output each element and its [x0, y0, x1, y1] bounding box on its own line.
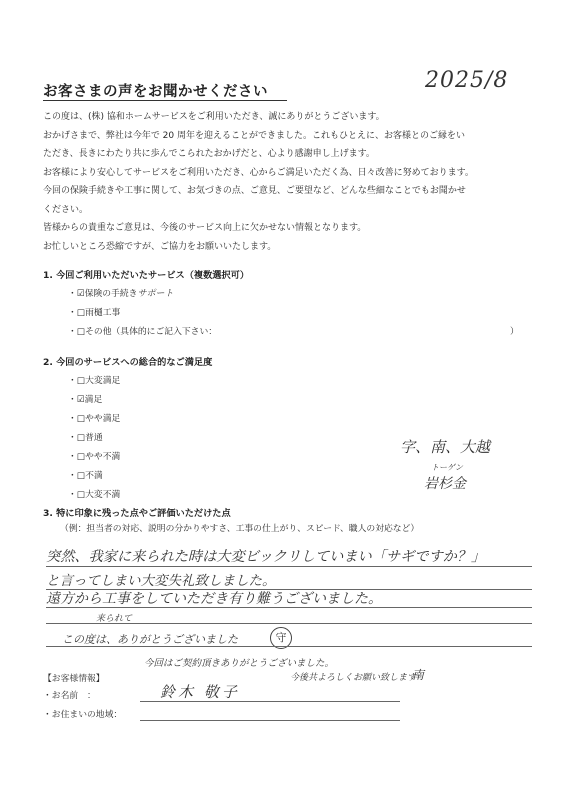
handwritten-note-3: 南	[412, 668, 425, 682]
q2-option-very-satisfied[interactable]: ・□大変満足	[68, 376, 121, 386]
form-title: お客さまの声をお聞かせください	[43, 84, 268, 100]
comment-line-1: 突然、我家に来られた時は大変ビックリしていまい「サギですか？」	[46, 549, 486, 565]
side-note-line1: 字、南、大越	[400, 438, 491, 456]
q2-option-neutral[interactable]: ・□普通	[68, 433, 103, 443]
thanks-line: この度は、ありがとうございました	[62, 633, 238, 646]
name-field[interactable]: 鈴木 敬子	[160, 683, 240, 701]
address-field[interactable]	[140, 720, 400, 721]
q1-heading: 1. 今回ご利用いただいたサービス（複数選択可）	[43, 270, 250, 281]
handwritten-note-2: 今後共よろしくお願い致します	[290, 673, 417, 683]
seal-stamp: 守	[270, 627, 292, 649]
answer-rule	[46, 607, 532, 608]
name-label: ・お名前 ：	[43, 691, 96, 701]
side-note-ruby: トーゲン	[431, 463, 463, 472]
q2-option-satisfied[interactable]: ・☑満足	[68, 395, 103, 405]
comment-line-2: と言ってしまい大変失礼致しました。	[46, 573, 276, 589]
q2-option-somewhat-satisfied[interactable]: ・□やや満足	[68, 414, 121, 424]
name-field-rule	[140, 701, 400, 702]
intro-line: ください。	[43, 204, 89, 215]
q1-option-gutter[interactable]: ・□雨樋工事	[68, 308, 121, 318]
q2-option-somewhat-dissatisfied[interactable]: ・□やや不満	[68, 452, 121, 462]
q3-example: （例：担当者の対応、説明の分かりやすさ、工事の仕上がり、スピード、職人の対応など）	[60, 524, 420, 534]
handwritten-note-1: 今回はご契約頂きありがとうございました。	[144, 658, 335, 669]
title-underline	[43, 100, 287, 101]
handwritten-date: 2025/8	[425, 68, 509, 93]
intro-line: この度は、(株) 協和ホームサービスをご利用いただき、誠にありがとうございます。	[43, 112, 385, 122]
answer-rule	[46, 623, 532, 624]
side-note-line2: 岩杉金	[424, 476, 466, 492]
intro-line: お忙しいところ恐縮ですが、ご協力をお願いいたします。	[43, 241, 277, 252]
intro-text	[43, 108, 543, 256]
answer-rule	[46, 566, 532, 567]
q2-option-very-dissatisfied[interactable]: ・□大変不満	[68, 490, 121, 500]
comment-line-3: 遠方から工事をしていただき有り難うございました。	[46, 591, 382, 607]
customer-heading: 【お客様情報】	[43, 674, 105, 684]
answer-rule	[46, 646, 532, 647]
q3-heading: 3. 特に印象に残った点やご評価いただけた点	[43, 508, 231, 519]
address-label: ・お住まいの地域：	[43, 710, 123, 720]
intro-line: おかげさまで、弊社は今年で 20 周年を迎えることができました。これもひとえに、お客様とのご縁をい	[43, 130, 465, 141]
q1-option-insurance[interactable]	[68, 286, 173, 299]
comment-insert: 来られて	[96, 614, 133, 624]
intro-line: 皆様からの貴重なご意見は、今後のサービス向上に欠かせない情報となります。	[43, 223, 367, 233]
q2-option-dissatisfied[interactable]: ・□不満	[68, 471, 103, 481]
q2-heading: 2. 今回のサービスへの総合的なご満足度	[43, 357, 213, 368]
intro-line: お客様により安心してサービスをご利用いただき、心からご満足いただく為、日々改善に努めております。	[43, 167, 474, 178]
intro-line: 今回の保険手続きや工事に関して、お気づきの点、ご意見、ご要望など、どんな些細なことでもお聞かせ	[43, 186, 466, 196]
q1-handwritten-support: サポート	[137, 289, 174, 299]
q1-option-other[interactable]: ・□その他（具体的にご記入下さい：	[68, 327, 218, 337]
q1-other-close-paren: ）	[510, 327, 519, 337]
q1-option-label: ・☑保険の手続き	[68, 289, 138, 299]
intro-line: ただき、長きにわたり共に歩んでこられたおかげだと、心より感謝申し上げます。	[43, 149, 375, 159]
